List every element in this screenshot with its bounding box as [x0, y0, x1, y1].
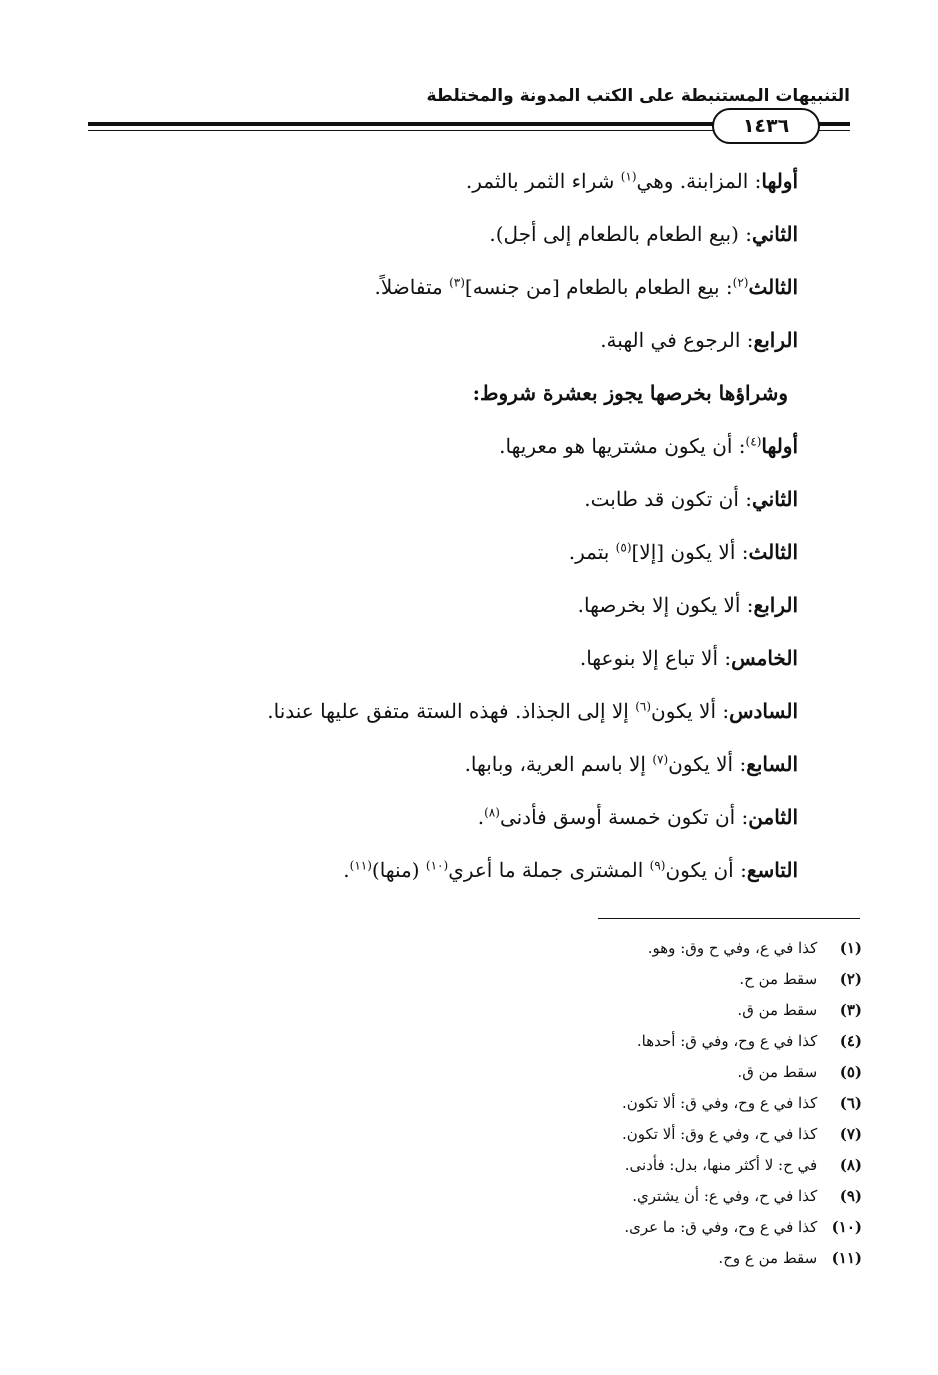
footnote-text: كذا في ع، وفي ح وق: وهو.: [647, 939, 818, 957]
footnote-ref: (٧): [652, 752, 669, 767]
footnote-text: سقط من ع وح.: [718, 1249, 818, 1267]
footnote-ref: (٦): [635, 699, 652, 714]
line-label: الرابع: [753, 328, 798, 352]
footnote-text: في ح: لا أكثر منها، بدل: فأدنى.: [624, 1156, 818, 1174]
footnote-text: كذا في ع وح، وفي ق: ألا تكون.: [621, 1094, 818, 1112]
footnote-item: [102, 1215, 862, 1239]
footnote-ref: (٢): [732, 275, 749, 290]
line-label: أولها: [761, 169, 798, 193]
footnote-number: (٧): [839, 1125, 862, 1143]
line-label: الثاني: [751, 487, 798, 511]
line-label: الثالث: [748, 540, 798, 564]
line-label: التاسع: [746, 858, 798, 882]
footnote-number: (٥): [839, 1063, 862, 1081]
footnote-text: كذا في ح، وفي ع: أن يشتري.: [632, 1187, 818, 1205]
footnote-ref: (١١): [349, 858, 372, 873]
footnote-item: [102, 967, 862, 991]
footnote-number: (١٠): [831, 1218, 862, 1236]
line-label: الرابع: [753, 593, 798, 617]
line-label: أولها: [761, 434, 798, 458]
line-label: السابع: [746, 752, 798, 776]
body-line-12: الثامن: أن تكون خمسة أوسق فأدنى$^{(٨)}$.: [477, 805, 798, 829]
footnote-item: [102, 998, 862, 1022]
running-title: التنبيهات المستنبطة على الكتب المدونة والمختلطة: [426, 86, 850, 106]
line-label: الثاني: [751, 222, 798, 246]
body-line-10: السادس: ألا يكون$^{(٦)}$ إلا إلى الجذاذ. فهذه الستة متفق عليها عندنا.: [267, 699, 798, 723]
footnote-separator: [598, 918, 860, 919]
footnote-number: (٣): [839, 1001, 862, 1019]
footnote-item: [102, 936, 862, 960]
footnote-item: [102, 1153, 862, 1177]
footnote-number: (١١): [831, 1249, 862, 1267]
footnote-ref: (٤): [745, 434, 762, 449]
body-line-7: الثالث: ألا يكون [إلا]$^{(٥)}$ بتمر.: [568, 540, 798, 564]
footnote-text: كذا في ع وح، وفي ق: ما عرى.: [624, 1218, 818, 1236]
footnote-item: [102, 1246, 862, 1270]
footnote-number: (٨): [839, 1156, 862, 1174]
body-line-9: الخامس: ألا تباع إلا بنوعها.: [579, 646, 798, 670]
footnote-text: سقط من ح.: [739, 970, 818, 988]
body-line-5: أولها$^{(٤)}$: أن يكون مشتريها هو معريها.: [499, 434, 798, 458]
line-label: الثامن: [748, 805, 798, 829]
footnote-ref: (١): [620, 169, 637, 184]
footnote-number: (١): [839, 939, 862, 957]
line-label: السادس: [729, 699, 798, 723]
footnote-text: سقط من ق.: [737, 1063, 818, 1081]
body-line-1: أولها: المزابنة. وهي$^{(١)}$ شراء الثمر بالثمر.: [465, 169, 798, 193]
footnote-number: (٦): [839, 1094, 862, 1112]
footnote-ref: (٥): [615, 540, 632, 555]
body-line-6: الثاني: أن تكون قد طابت.: [584, 487, 798, 511]
footnote-text: كذا في ح، وفي ع وق: ألا تكون.: [621, 1125, 818, 1143]
line-label: الثالث: [748, 275, 798, 299]
footnote-text: سقط من ق.: [737, 1001, 818, 1019]
footnote-item: [102, 1091, 862, 1115]
body-line-3: الثالث$^{(٢)}$: بيع الطعام بالطعام [من جنسه]$^{(٣)}$ متفاضلاً.: [374, 275, 798, 299]
footnote-number: (٤): [839, 1032, 862, 1050]
footnote-item: [102, 1122, 862, 1146]
body-line-2: الثاني: (بيع الطعام بالطعام إلى أجل).: [489, 222, 798, 246]
footnote-ref: (٨): [484, 805, 500, 820]
body-line-8: الرابع: ألا يكون إلا بخرصها.: [577, 593, 798, 617]
footnote-ref: (٩): [649, 858, 666, 873]
body-line-4: الرابع: الرجوع في الهبة.: [600, 328, 798, 352]
section-heading: وشراؤها بخرصها يجوز بعشرة شروط:: [472, 381, 788, 405]
body-line-11: السابع: ألا يكون$^{(٧)}$ إلا باسم العرية، وبابها.: [464, 752, 798, 776]
footnote-ref: (١٠): [425, 858, 449, 873]
footnote-text: كذا في ع وح، وفي ق: أحدها.: [636, 1032, 818, 1050]
body-line-13: التاسع: أن يكون$^{(٩)}$ المشترى جملة ما أعري$^{(١٠)}$ (منها)$^{(١١)}$.: [343, 858, 798, 882]
footnote-ref: (٣): [449, 275, 465, 290]
footnote-number: (٢): [839, 970, 862, 988]
footnote-item: [102, 1029, 862, 1053]
footnote-number: (٩): [839, 1187, 862, 1205]
footnote-item: [102, 1060, 862, 1084]
line-label: الخامس: [731, 646, 798, 670]
footnote-item: [102, 1184, 862, 1208]
page-number: ١٤٣٦: [712, 108, 820, 144]
